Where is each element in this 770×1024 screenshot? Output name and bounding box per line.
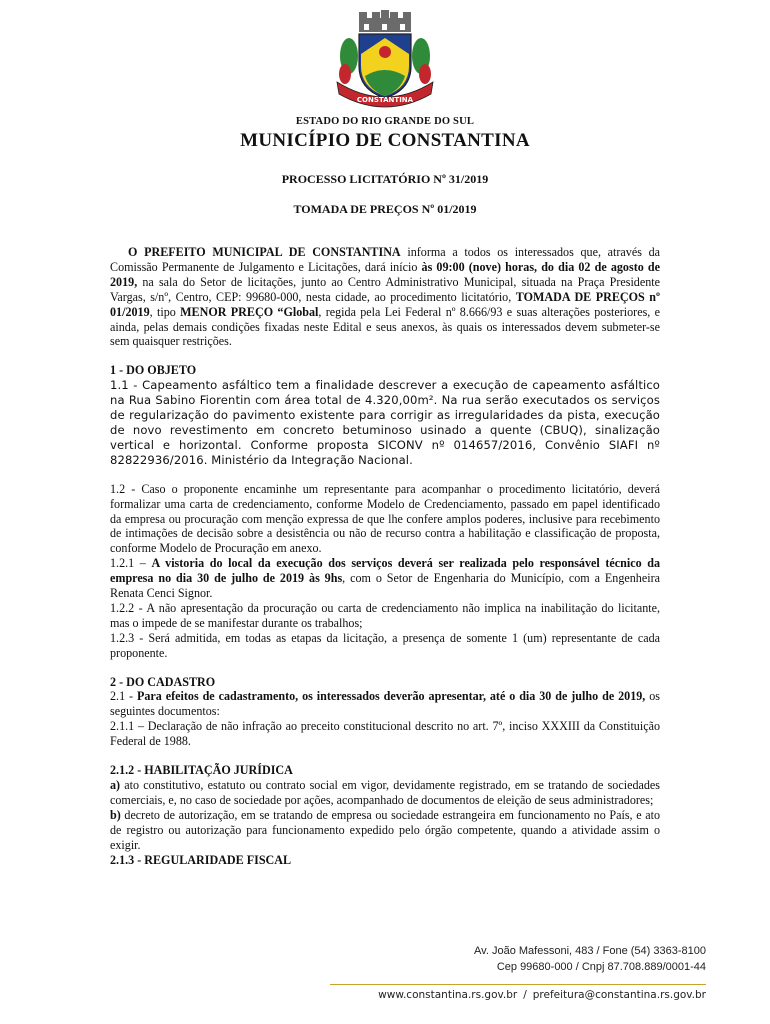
intro-mayor: O PREFEITO MUNICIPAL DE CONSTANTINA — [128, 245, 401, 259]
item-1-1: 1.1 - Capeamento asfáltico tem a finalidade descrever a execução de capeamento asfáltico na Rua Sabino Fiorentin com área total de 4.320,00m². Na rua serão executados os serviços de regularização do pavimento existente para corrigir as irregularidades da pista, execução de novo revestimento em concreto betuminoso usinado a quente (CBUQ), sinalização vertical e horizontal. Conforme proposta SICONV nº 014657/2016, Convênio SIAFI nº 82822936/2016. Ministério da Integração Nacional. — [110, 378, 660, 467]
item-1-2-1-text: , com o Setor de Engenharia do Município, com a Engenheira Renata Cenci Signor. — [110, 571, 660, 601]
crest-shield — [359, 34, 411, 98]
item-2-1-2-a — [110, 778, 660, 808]
section-1-title — [110, 363, 660, 378]
item-1-2-1-number: 1.2.1 – — [110, 556, 152, 571]
item-2-1-2-b-letter: b) — [110, 807, 121, 822]
footer-address: Av. João Mafessoni, 483 / Fone (54) 3363-8100 — [474, 945, 706, 957]
footer-separator: / — [523, 989, 527, 1001]
item-2-1-2-b — [110, 808, 660, 853]
item-2-1-bold: Para efeitos de cadastramento, os interessados deverão apresentar, até o dia 30 de julho de 2019, — [136, 689, 646, 704]
intro-date: às 09:00 (nove) horas, do dia 02 de agosto de 2019, — [110, 259, 660, 289]
item-2-1-2-a-letter: a) — [110, 778, 121, 792]
footer-cep-cnpj: Cep 99680-000 / Cnpj 87.708.889/0001-44 — [496, 961, 706, 973]
item-1-2-1 — [110, 556, 660, 601]
section-2-1-2-title — [110, 763, 660, 778]
item-2-1-number: 2.1 - — [110, 689, 137, 704]
municipality-title: MUNICÍPIO DE CONSTANTINA — [240, 130, 530, 151]
intro-paragraph — [110, 245, 660, 349]
footer-email-link[interactable]: prefeitura@constantina.rs.gov.br — [532, 989, 706, 1001]
intro-text-3: , tipo — [149, 304, 181, 319]
section-2-1-3-title-text: 2.1.3 - REGULARIDADE FISCAL — [110, 852, 292, 867]
footer-website-link[interactable]: www.constantina.rs.gov.br — [378, 989, 518, 1001]
item-1-2-2: 1.2.2 - A não apresentação da procuração ou carta de credenciamento não implica na inabilitação do licitante, mas o impede de se manifestar durante os trabalhos; — [110, 600, 660, 630]
item-1-2-1-bold: A vistoria do local da execução dos serviços deverá ser realizada pelo responsável técnico da empresa no dia 30 de julho de 2019 às 9hs — [110, 556, 661, 586]
section-1-title-text: 1 - DO OBJETO — [110, 363, 197, 378]
state-heading: ESTADO DO RIO GRANDE DO SUL — [295, 116, 475, 127]
crest-crown — [359, 10, 411, 32]
section-2-1-3-title — [110, 853, 660, 868]
intro-text-4: , regida pela Lei Federal nº 8.666/93 e suas alterações posteriores, e ainda, pelas demais condições fixadas neste Edital e seus anexos, às quais os interessados devem submeter-se sem quaisquer restrições. — [110, 304, 660, 349]
item-2-1 — [110, 689, 660, 719]
municipal-crest-logo — [331, 8, 439, 114]
item-2-1-text: os seguintes documentos: — [110, 689, 660, 719]
section-2-title-text: 2 - DO CADASTRO — [110, 674, 216, 689]
item-1-2: 1.2 - Caso o proponente encaminhe um representante para acompanhar o procedimento licitatório, deverá formalizar uma carta de credenciamento, conforme Modelo de Credenciamento, passado em papel identificado da empresa ou procuração com menção expressa de que lhe confere amplos poderes, inclusive para recebimento de intimações de decisão sobre a desistência ou não de recurso contra a habilitação e classificação de proposta, conforme Modelo de Procuração em anexo. — [110, 481, 660, 556]
document-body — [110, 245, 660, 867]
item-2-1-1: 2.1.1 – Declaração de não infração ao preceito constitucional descrito no art. 7º, inciso XXXIII da Constituição Federal de 1988. — [110, 719, 660, 749]
intro-text-1: informa a todos os interessados que, através da Comissão Permanente de Julgamento e Licitações, dará início — [110, 245, 660, 274]
intro-type: MENOR PREÇO “Global — [180, 304, 319, 319]
footer-divider — [330, 984, 706, 985]
section-2-title — [110, 675, 660, 690]
section-2-1-2-title-text: 2.1.2 - HABILITAÇÃO JURÍDICA — [110, 763, 293, 778]
intro-text-2: na sala do Setor de licitações, junto ao Centro Administrativo Municipal, situada na Praça Presidente Vargas, s/nº, Centro, CEP: 99680-000, nesta cidade, ao procedimento licitatório, — [110, 274, 660, 304]
footer-contact — [378, 989, 706, 1001]
tomada-precos-number: TOMADA DE PREÇOS Nº 01/2019 — [293, 202, 477, 216]
crest-banner-text: CONSTANTINA — [356, 96, 414, 104]
item-2-1-2-a-text: ato constitutivo, estatuto ou contrato social em vigor, devidamente registrado, em se tratando de sociedades comerciais, e, no caso de sociedade por ações, acompanhado de documentos de eleição de seus administradores; — [110, 778, 660, 807]
process-number: PROCESSO LICITATÓRIO Nº 31/2019 — [281, 172, 489, 186]
intro-tomada: TOMADA DE PREÇOS nº 01/2019 — [110, 289, 660, 319]
item-1-2-3: 1.2.3 - Será admitida, em todas as etapas da licitação, a presença de somente 1 (um) representante de cada proponente. — [110, 630, 660, 660]
item-2-1-2-b-text: decreto de autorização, em se tratando de empresa ou sociedade estrangeira em funcionamento no País, e ato de registro ou autorização para funcionamento expedido pelo órgão competente, quando a atividade assim o exigir. — [110, 807, 660, 852]
